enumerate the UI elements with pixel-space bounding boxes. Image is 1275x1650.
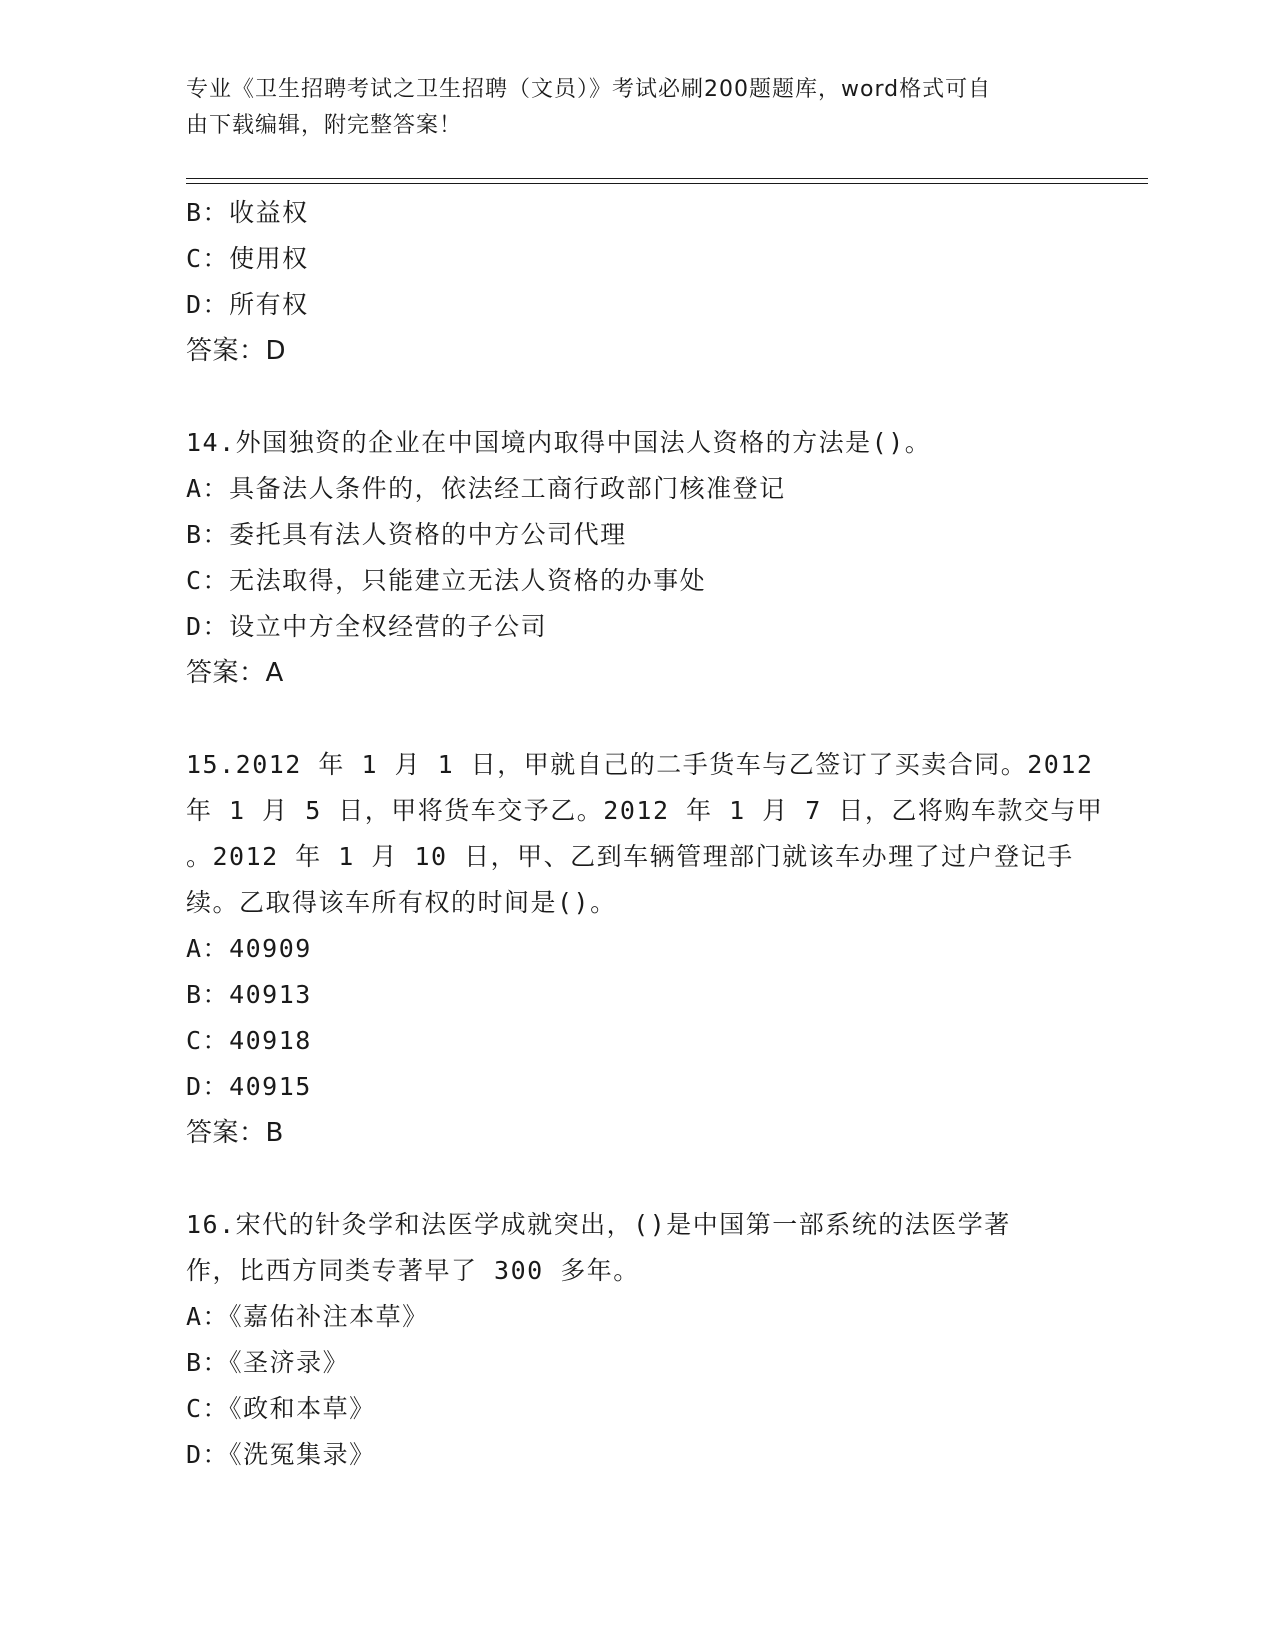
question-list (186, 190, 1104, 1478)
option-d: D：40915 (186, 1072, 312, 1101)
option-a: A：《嘉佑补注本草》 (186, 1302, 429, 1331)
question-stem: 续。乙取得该车所有权的时间是()。 (186, 888, 617, 917)
option-b: B：委托具有法人资格的中方公司代理 (186, 520, 627, 549)
option-a: A：具备法人条件的，依法经工商行政部门核准登记 (186, 474, 786, 503)
option-b: B：收益权 (186, 198, 309, 227)
question-14 (186, 420, 1086, 696)
answer-line: 答案：B (186, 1118, 284, 1148)
option-d: D：所有权 (186, 290, 309, 319)
header-divider-bottom (186, 183, 1148, 184)
answer-line: 答案：D (186, 336, 287, 366)
option-a: A：40909 (186, 934, 312, 963)
question-stem: 14.外国独资的企业在中国境内取得中国法人资格的方法是()。 (186, 428, 932, 457)
header-line-1: 专业《卫生招聘考试之卫生招聘（文员）》考试必刷200题题库，word格式可自 (186, 77, 992, 102)
option-c: C：《政和本草》 (186, 1394, 376, 1423)
question-stem: 。2012 年 1 月 10 日，甲、乙到车辆管理部门就该车办理了过户登记手 (186, 842, 1074, 871)
option-d: D：设立中方全权经营的子公司 (186, 612, 548, 641)
option-d: D：《洗冤集录》 (186, 1440, 376, 1469)
question-15 (186, 742, 1104, 1156)
option-c: C：无法取得，只能建立无法人资格的办事处 (186, 566, 707, 595)
question-stem: 16.宋代的针灸学和法医学成就突出，()是中国第一部系统的法医学著 (186, 1210, 1011, 1239)
question-stem: 年 1 月 5 日，甲将货车交予乙。2012 年 1 月 7 日，乙将购车款交与甲 (186, 796, 1104, 825)
option-b: B：40913 (186, 980, 312, 1009)
question-13-tail (186, 190, 1086, 374)
header-line-2: 由下载编辑，附完整答案！ (186, 113, 463, 138)
question-stem: 作，比西方同类专著早了 300 多年。 (186, 1256, 640, 1285)
document-header (186, 72, 1066, 144)
question-stem: 15.2012 年 1 月 1 日，甲就自己的二手货车与乙签订了买卖合同。2012 (186, 750, 1094, 779)
option-c: C：使用权 (186, 244, 309, 273)
option-b: B：《圣济录》 (186, 1348, 350, 1377)
question-16 (186, 1202, 1086, 1478)
answer-line: 答案：A (186, 658, 284, 688)
header-divider-top (186, 178, 1148, 179)
option-c: C：40918 (186, 1026, 312, 1055)
